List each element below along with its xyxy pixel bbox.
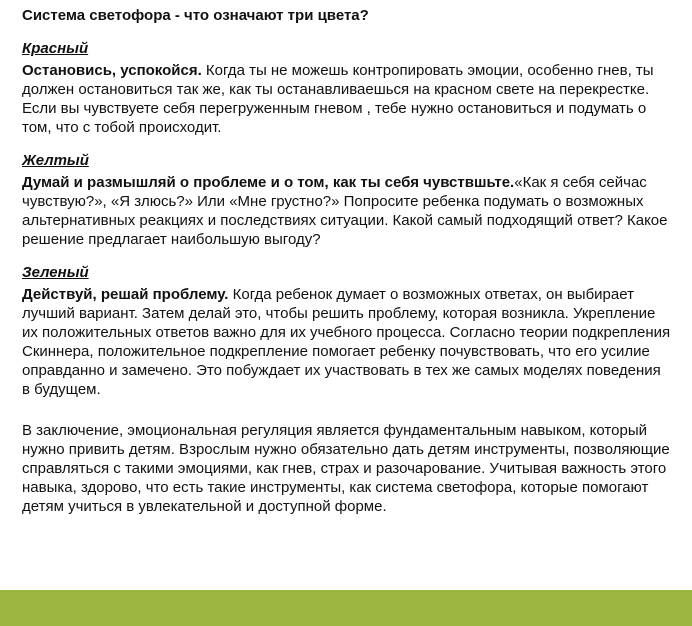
- body-text-yellow: «Как я себя сейчас чувствую?», «Я злюсь?» Или «Мне грустно?» Попросите ребенка подумать о возможных альтернативных реакциях и последствиях ситуации. Какой самый подходящий ответ? Какое решение предлагает наибольшую выгоду?: [22, 174, 668, 248]
- lead-text-yellow: Думай и размышляй о проблеме и о том, как ты себя чувствшьте.: [22, 174, 515, 191]
- page-title: Система светофора - что означают три цвета?: [22, 7, 369, 24]
- section-green: [22, 263, 672, 399]
- section-paragraph-red: [22, 61, 672, 137]
- section-heading-yellow: Желтый: [22, 152, 89, 169]
- body-text-green: Когда ребенок думает о возможных ответах, он выбирает лучший вариант. Затем делай это, чтобы решить проблему, которая возникла. Укрепление их положительных ответов важно для их учебного процесса. Согласно теории подкрепления Скиннера, положительное подкрепление помогает ребенку почувствовать, что его усилие оправданно и замечено. Это побуждает их участвовать в тех же самых моделях поведения в будущем.: [22, 286, 671, 398]
- section-heading-green: Зеленый: [22, 264, 89, 281]
- body-text-red: Когда ты не можешь контропировать эмоции, особенно гнев, ты должен остановиться так же, как ты останавливаешься на красном свете на перекрестке. Если вы чувствуете себя перегруженным гневом , тебе нужно остановиться и подумать о том, что с тобой происходит.: [22, 62, 654, 136]
- section-red: [22, 39, 672, 137]
- section-paragraph-yellow: [22, 173, 672, 249]
- document-body: [22, 6, 672, 530]
- section-heading-red: Красный: [22, 40, 89, 57]
- section-yellow: [22, 151, 672, 249]
- footer-band: [0, 590, 692, 626]
- section-paragraph-green: [22, 285, 672, 399]
- lead-text-red: Остановись, успокойся.: [22, 62, 202, 79]
- conclusion-paragraph: В заключение, эмоциональная регуляция является фундаментальным навыком, который нужно привить детям. Взрослым нужно обязательно дать детям инструменты, позволяющие справляться с такими эмоциями, как гнев, страх и разочарование. Учитывая важность этого навыка, здорово, что есть такие инструменты, как система светофора, которые помогают детям учиться в увлекательной и доступной форме.: [22, 422, 670, 515]
- lead-text-green: Действуй, решай проблему.: [22, 286, 229, 303]
